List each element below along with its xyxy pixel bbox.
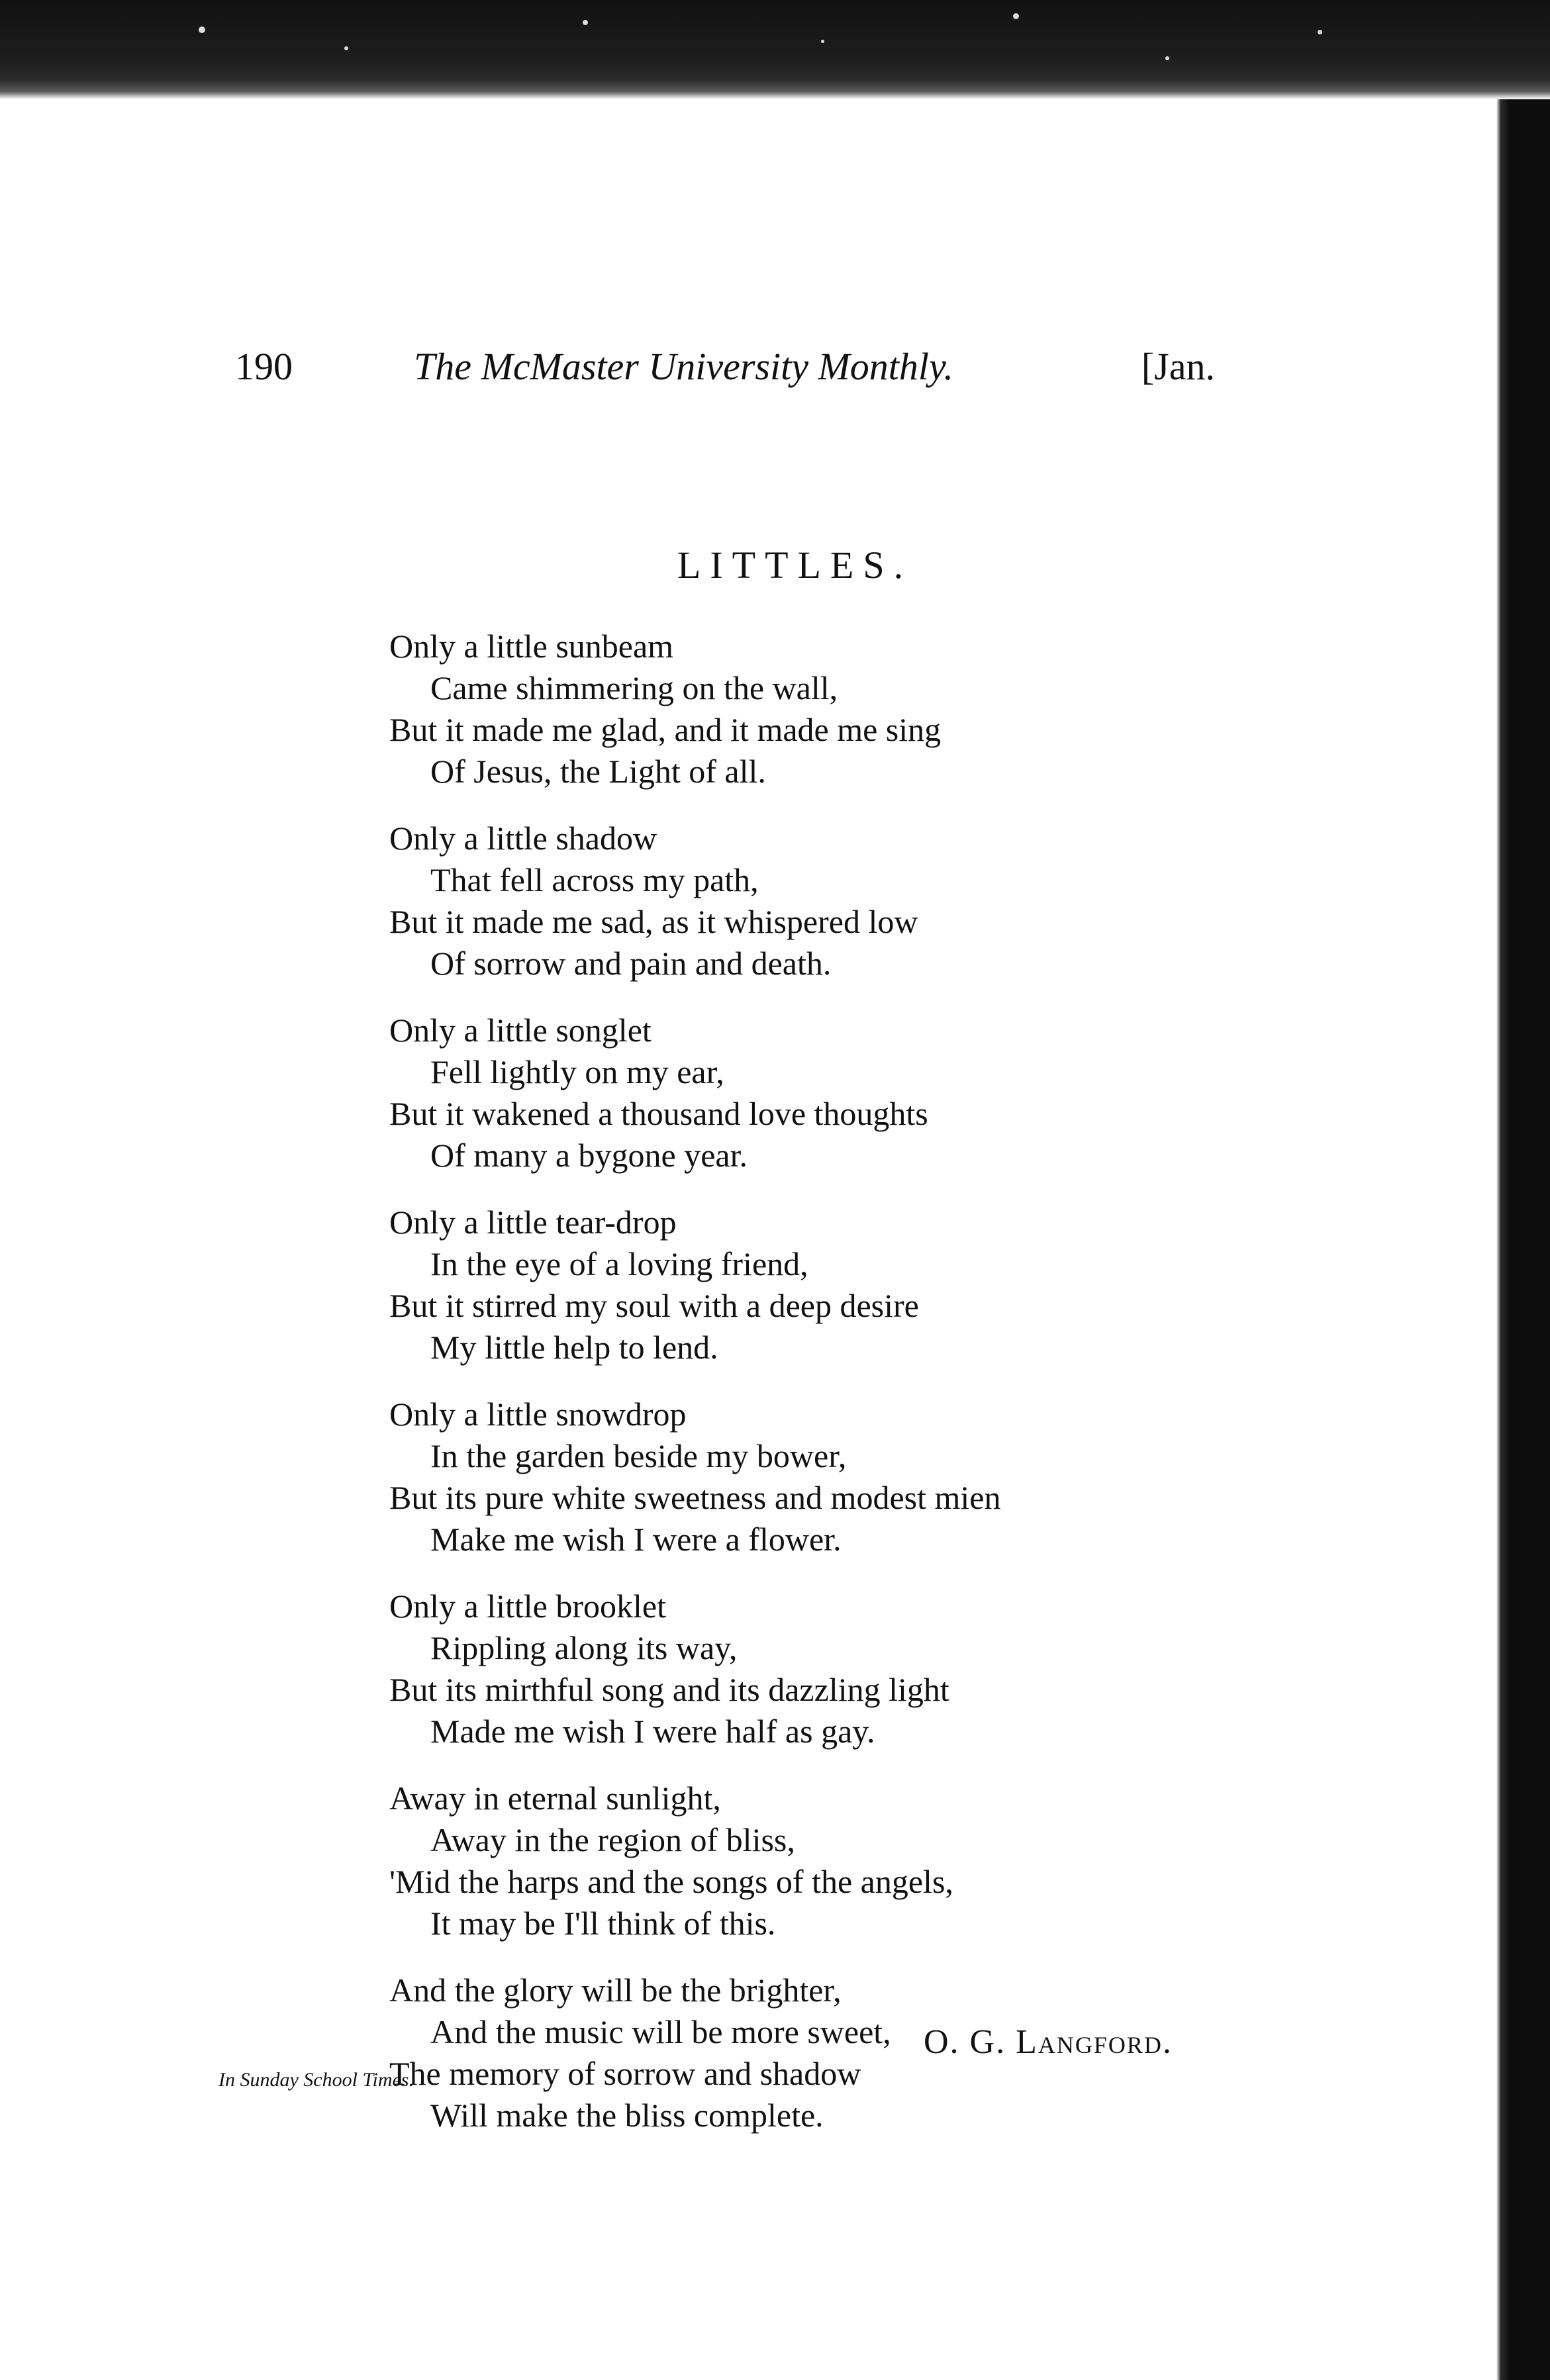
stanza xyxy=(389,818,1250,984)
poem-line: Of many a bygone year. xyxy=(430,1137,748,1174)
stanza xyxy=(389,1778,1250,1944)
poem-line: But it made me glad, and it made me sing xyxy=(389,711,942,748)
poem-line: Fell lightly on my ear, xyxy=(430,1053,724,1090)
scan-top-border xyxy=(0,0,1550,99)
page-number: 190 xyxy=(235,345,293,388)
stanza xyxy=(389,1394,1250,1560)
poem-line: The memory of sorrow and shadow xyxy=(389,2055,861,2092)
poem-line: That fell across my path, xyxy=(430,861,759,898)
poem-line: In the garden beside my bower, xyxy=(430,1437,847,1474)
poem-line: But it stirred my soul with a deep desire xyxy=(389,1287,919,1324)
poem-line: Only a little sunbeam xyxy=(389,628,674,665)
source-note: In Sunday School Times. xyxy=(218,2069,414,2091)
poem-line: In the eye of a loving friend, xyxy=(430,1245,808,1282)
scan-right-border xyxy=(1496,99,1550,2380)
poem-line: Only a little songlet xyxy=(389,1012,652,1049)
poem-line: Away in the region of bliss, xyxy=(430,1821,795,1858)
stanza xyxy=(389,1202,1250,1368)
poem-line: Of sorrow and pain and death. xyxy=(430,945,832,982)
poem-line: But it wakened a thousand love thoughts xyxy=(389,1095,928,1132)
poem-line: Only a little tear-drop xyxy=(389,1204,677,1241)
poem-line: And the glory will be the brighter, xyxy=(389,1972,842,2009)
poem-line: Only a little brooklet xyxy=(389,1588,666,1625)
poem-line: Only a little snowdrop xyxy=(389,1396,687,1433)
poem-line: It may be I'll think of this. xyxy=(430,1905,776,1942)
poem-line: And the music will be more sweet, xyxy=(430,2013,891,2050)
poem-line: Only a little shadow xyxy=(389,820,657,857)
poem-line: Away in eternal sunlight, xyxy=(389,1780,721,1817)
journal-title: The McMaster University Monthly. xyxy=(414,345,954,388)
poem-line: But its pure white sweetness and modest mien xyxy=(389,1479,1001,1516)
poem-line: Will make the bliss complete. xyxy=(430,2097,824,2134)
poem-body xyxy=(389,626,1250,2162)
poem-line: Made me wish I were half as gay. xyxy=(430,1713,875,1750)
stanza xyxy=(389,1586,1250,1752)
stanza xyxy=(389,626,1250,792)
author-signature: O. G. Langford. xyxy=(924,2023,1173,2061)
stanza xyxy=(389,1010,1250,1176)
poem-line: 'Mid the harps and the songs of the angels, xyxy=(389,1863,953,1900)
poem-line: Make me wish I were a flower. xyxy=(430,1521,842,1558)
poem-title: LITTLES. xyxy=(677,544,913,587)
running-head xyxy=(235,344,1215,404)
poem-line: My little help to lend. xyxy=(430,1329,718,1366)
poem-line: Rippling along its way, xyxy=(430,1629,738,1666)
poem-line: But it made me sad, as it whispered low xyxy=(389,903,918,940)
poem-line: Of Jesus, the Light of all. xyxy=(430,753,766,790)
issue-month: [Jan. xyxy=(1141,345,1215,388)
poem-line: Came shimmering on the wall, xyxy=(430,669,838,706)
poem-line: But its mirthful song and its dazzling light xyxy=(389,1671,949,1708)
